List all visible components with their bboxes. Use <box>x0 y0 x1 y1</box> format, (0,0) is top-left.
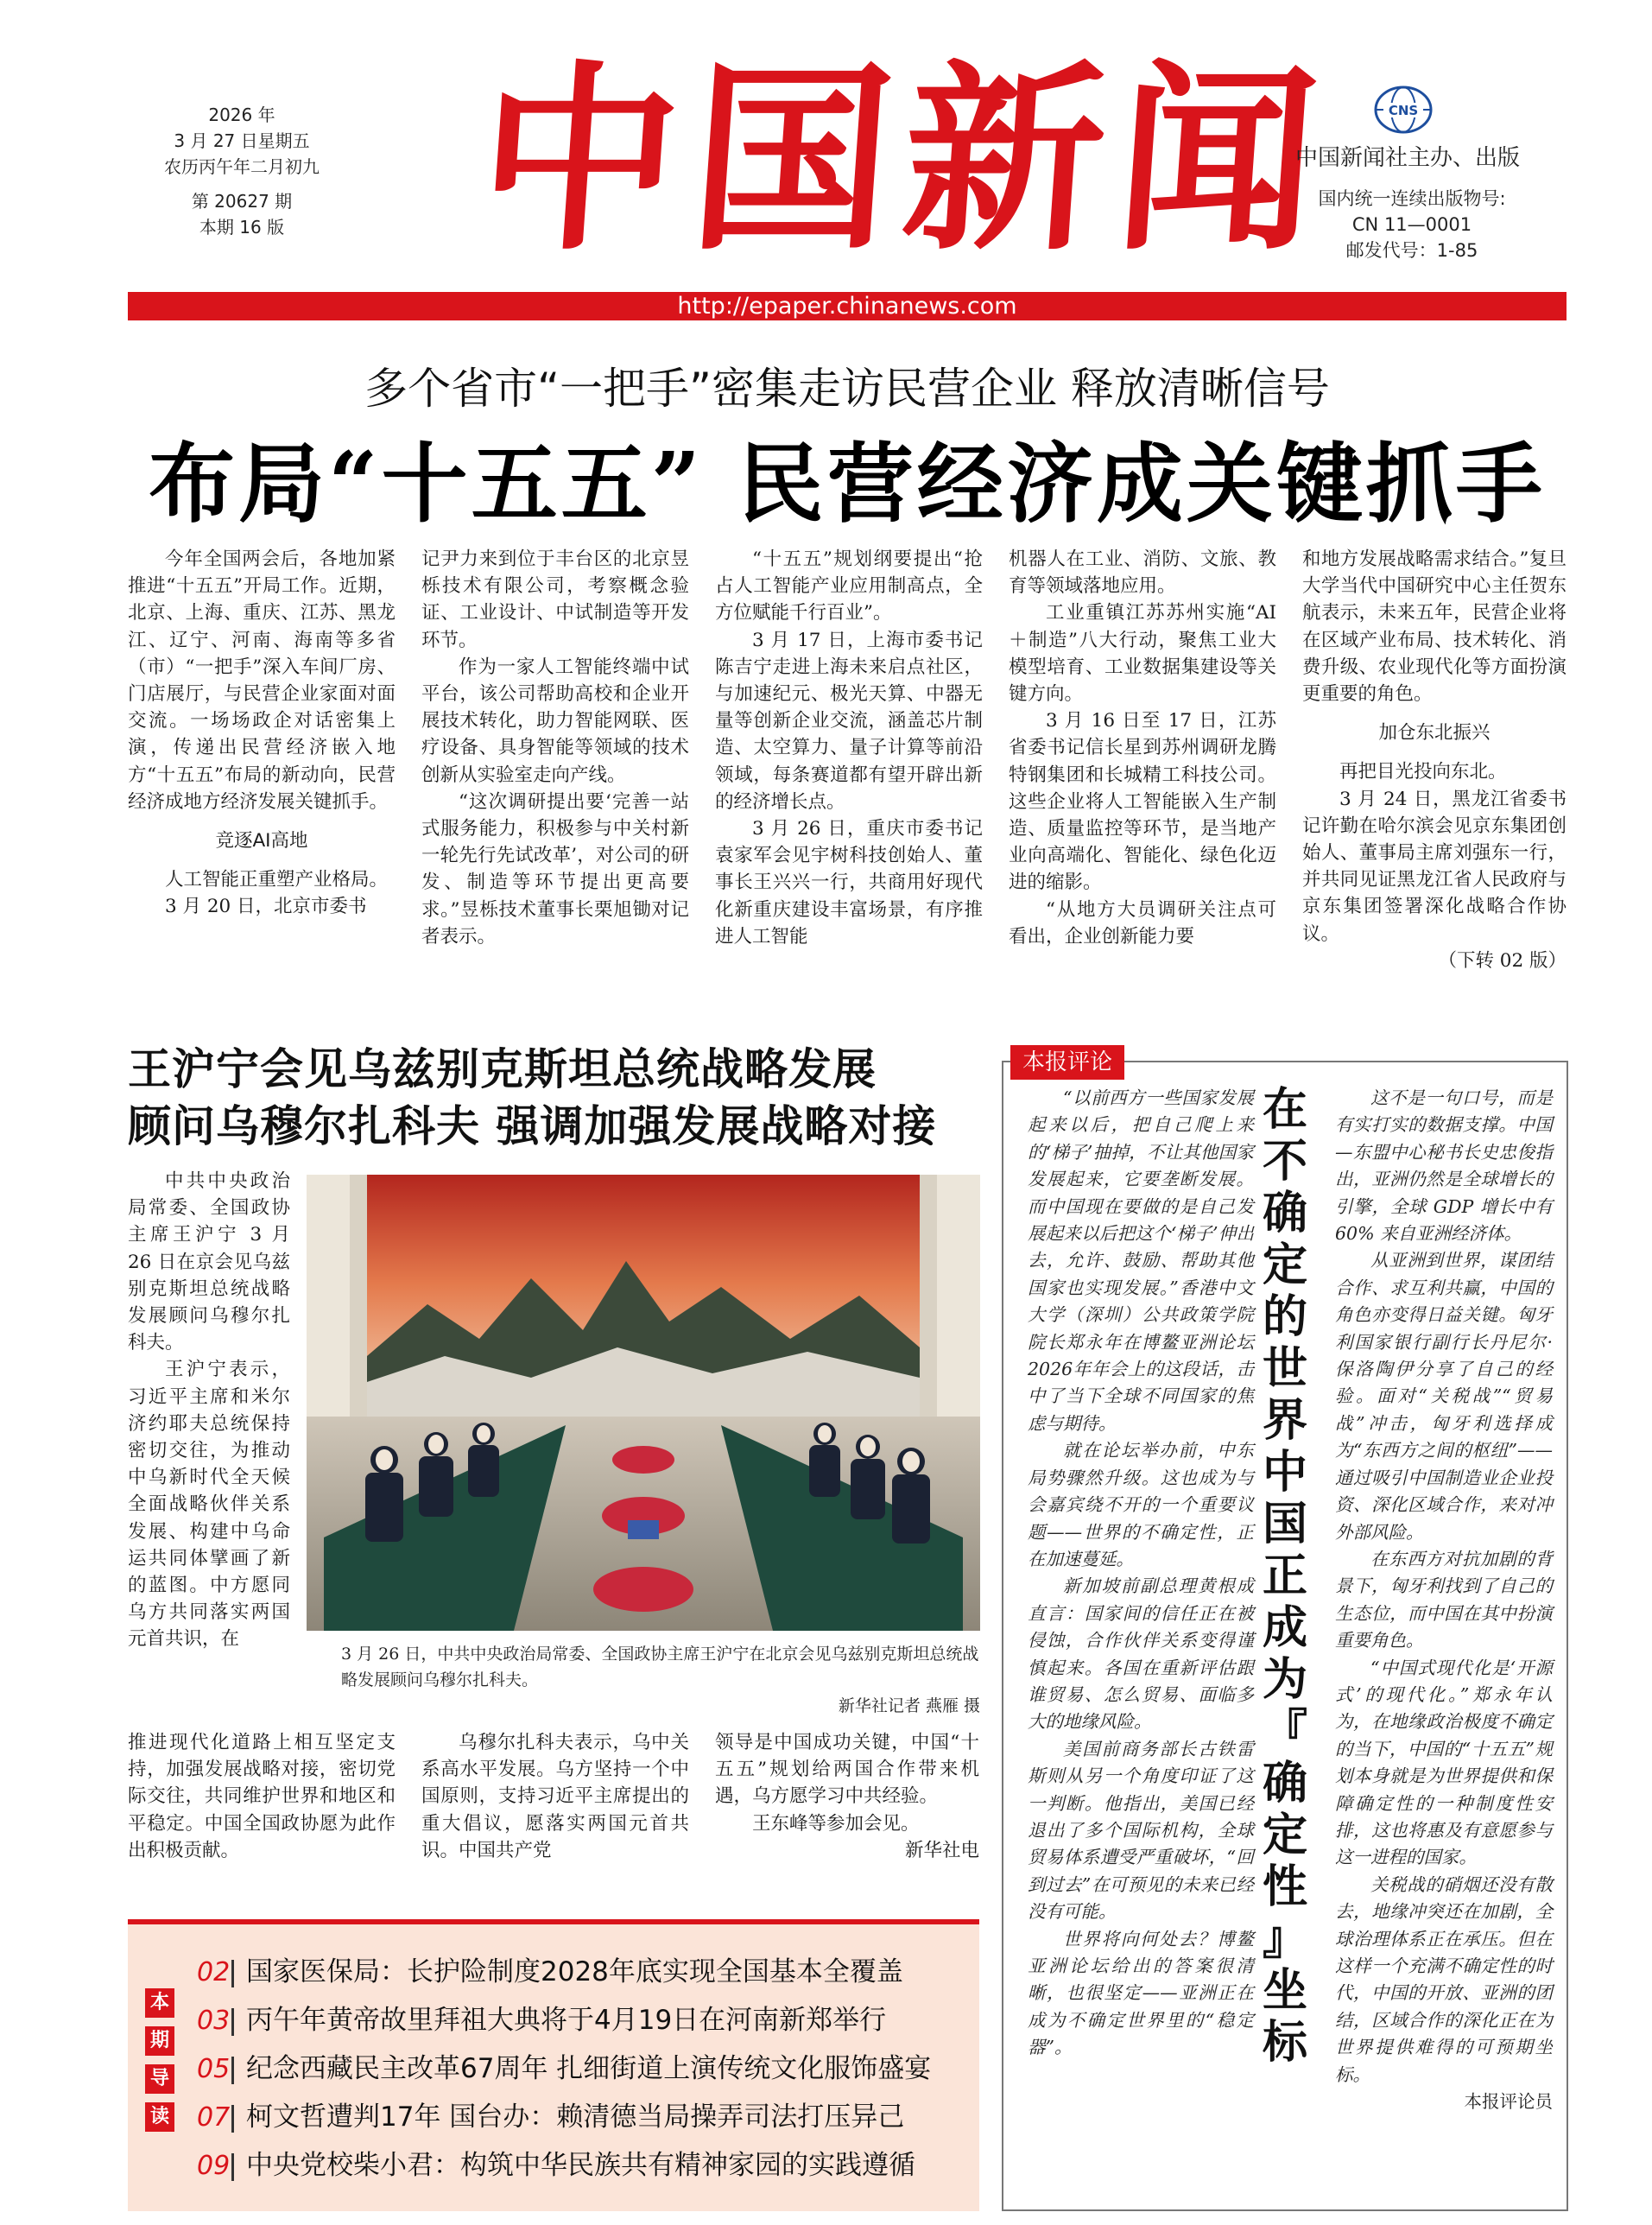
paragraph: 关税战的硝烟还没有散去，地缘冲突还在加剧，全球治理体系正在承压。但在这样一个充满不确定性的时代，中国的开放、亚洲的团结，区域合作的深化正在为世界提供难得的可预期坐标。 <box>1335 1873 1553 2085</box>
guide-item-text: 柯文哲遭判17年 国台办：赖清德当局操弄司法打压异己 <box>246 2101 905 2133</box>
meeting-photo <box>307 1175 980 1631</box>
guide-page-number: 09 <box>197 2151 231 2181</box>
guide-divider <box>231 2008 234 2036</box>
guide-tag-char: 读 <box>145 2102 174 2132</box>
paragraph: 中共中央政治局常委、全国政协主席王沪宁 3 月 26 日在京会见乌兹别克斯坦总统战略发展顾问乌穆尔扎科夫。 <box>128 1170 290 1354</box>
guide-divider <box>231 2105 234 2133</box>
paragraph: 3 月 26 日，重庆市委书记袁家军会见宇树科技创始人、董事长王兴兴一行，共商用好现代化新重庆建设丰富场景，有序推进人工智能 <box>715 818 983 948</box>
commentary-tag: 本报评论 <box>1010 1045 1124 1080</box>
paragraph: 3 月 17 日，上海市委书记陈吉宁走进上海未来启点社区，与加速纪元、极光天算、中器无量等创新企业交流，涵盖芯片制造、太空算力、量子计算等前沿领域，每条赛道都有望开辟出新的经济增长点。 <box>715 629 983 813</box>
paragraph: 和地方发展战略需求结合。”复旦大学当代中国研究中心主任贺东航表示，未来五年，民营企业将在区域产业布局、技术转化、消费升级、农业现代化等方面扮演更重要的角色。 <box>1302 548 1567 706</box>
paragraph: 工业重镇江苏苏州实施“AI＋制造”八大行动，聚焦工业大模型培育、工业数据集建设等关键方向。 <box>1009 602 1276 706</box>
guide-item[interactable] <box>197 2094 974 2140</box>
paragraph: “这次调研提出要‘完善一站式服务能力，积极参与中关村新一轮先行先试改革’，对公司的研发、制造等环节提出更高要求。”昱栎技术董事长栗旭锄对记者表示。 <box>421 790 689 948</box>
commentary-title: 在不确定的世界 中国正成为『确定性』坐标 <box>1263 1083 1308 2069</box>
paragraph: 世界将向何处去？博鳌亚洲论坛给出的答案很清晰，也很坚定——亚洲正在成为不确定世界里的“稳定器”。 <box>1028 1928 1254 2058</box>
paragraph: “以前西方一些国家发展起来以后，把自己爬上来的‘梯子’抽掉，不让其他国家发展起来，它要垄断发展。而中国现在要做的是自己发展起来以后把这个‘梯子’伸出去，允许、鼓励、帮助其他国家也实现发展。”香港中文大学（深圳）公共政策学院院长郑永年在博鳌亚洲论坛2026年年会上的这段话，击中了当下全球不同国家的焦虑与期待。 <box>1028 1087 1254 1434</box>
page-count: 本期 16 版 <box>199 217 285 238</box>
guide-tag-char: 导 <box>145 2064 174 2094</box>
lead-column-2 <box>421 546 689 950</box>
paragraph: “十五五”规划纲要提出“抢占人工智能产业应用制高点，全方位赋能千行百业”。 <box>715 548 983 624</box>
photo-credit: 新华社记者 燕雁 摄 <box>838 1696 980 1715</box>
guide-item-text: 中央党校柴小君：构筑中华民族共有精神家园的实践遵循 <box>246 2150 915 2181</box>
guide-tag <box>145 1988 176 2140</box>
lead-column-3 <box>715 546 983 950</box>
cns-mark: CNS <box>1388 103 1419 118</box>
lead-column-1 <box>128 546 396 921</box>
guide-item-text: 丙午年黄帝故里拜祖大典将于4月19日在河南新郑举行 <box>246 2005 887 2036</box>
lunar-date: 农历丙午年二月初九 <box>164 156 320 177</box>
photo-caption <box>341 1641 980 1719</box>
commentary-column-b <box>1335 1085 1553 2115</box>
guide-item-text: 纪念西藏民主改革67周年 扎细街道上演传统文化服饰盛宴 <box>246 2053 932 2084</box>
paragraph: 记尹力来到位于丰台区的北京昱栎技术有限公司，考察概念验证、工业设计、中试制造等开发环节。 <box>421 548 689 651</box>
date-block <box>164 102 320 240</box>
paragraph: 3 月 24 日，黑龙江省委书记许勤在哈尔滨会见京东集团创始人、董事局主席刘强东一行，并共同见证黑龙江省人民政府与京东集团签署深化战略合作协议。 <box>1302 788 1567 945</box>
caption-text: 3 月 26 日，中共中央政治局常委、全国政协主席王沪宁在北京会见乌兹别克斯坦总统战略发展顾问乌穆尔扎科夫。 <box>341 1645 979 1689</box>
lead-column-5 <box>1302 546 1567 974</box>
serial-number: CN 11—0001 <box>1351 214 1472 235</box>
paragraph: 推进现代化道路上相互坚定支持，加强发展战略对接，密切党际交往，共同维护世界和地区和平稳定。中国全国政协愿为此作出积极贡献。 <box>128 1732 396 1861</box>
guide-divider <box>231 1960 234 1987</box>
paragraph: 这不是一句口号，而是有实打实的数据支撑。中国—东盟中心秘书长史忠俊指出，亚洲仍然是全球增长的引擎，全球 GDP 增长中有 60% 来自亚洲经济体。 <box>1335 1087 1553 1245</box>
paragraph: 就在论坛举办前，中东局势骤然升级。这也成为与会嘉宾绕不开的一个重要议题——世界的不确定性，正在加速蔓延。 <box>1028 1440 1254 1569</box>
guide-tag-char: 期 <box>145 2026 174 2056</box>
story2-column-bottom-3 <box>715 1729 979 1864</box>
story2-headline-line2: 顾问乌穆尔扎科夫 强调加强发展战略对接 <box>128 1100 937 1151</box>
paragraph: 3 月 16 日至 17 日，江苏省委书记信长星到苏州调研龙腾特钢集团和长城精工科技公司。这些企业将人工智能嵌入生产制造、质量监控等环节，是当地产业向高端化、智能化、绿色化迈进的缩影。 <box>1009 710 1276 894</box>
postal-code: 邮发代号：1-85 <box>1345 240 1478 261</box>
publication-info <box>1282 186 1541 263</box>
paragraph: 美国前商务部长古铁雷斯则从另一个角度印证了这一判断。他指出，美国已经退出了多个国际机构，全球贸易体系遭受严重破坏，“回到过去”在可预见的未来已经没有可能。 <box>1028 1738 1254 1923</box>
guide-page-number: 05 <box>197 2054 231 2084</box>
paragraph: 从亚洲到世界，谋团结合作、求互利共赢，中国的角色亦变得日益关键。匈牙利国家银行副行长丹尼尔·保洛陶伊分享了自己的经验。面对“关税战”“贸易战”冲击，匈牙利选择成为“东西方之间的枢纽”——通过吸引中国制造业企业投资、深化区域合作，来对冲外部风险。 <box>1335 1250 1553 1543</box>
paragraph: 在东西方对抗加剧的背景下，匈牙利找到了自己的生态位，而中国在其中扮演重要角色。 <box>1335 1548 1553 1651</box>
issue-number: 第 20627 期 <box>191 191 293 212</box>
year: 2026 年 <box>208 105 275 125</box>
guide-divider <box>231 2057 234 2084</box>
paragraph: 新加坡前副总理黄根成直言：国家间的信任正在被侵蚀，合作伙伴关系变得谨慎起来。各国在重新评估跟谁贸易、怎么贸易、面临多大的地缘风险。 <box>1028 1575 1254 1733</box>
paragraph: 王东峰等参加会见。 <box>752 1812 920 1835</box>
lead-headline: 布局“十五五” 民营经济成关键抓手 <box>149 433 1546 535</box>
guide-page-number: 03 <box>197 2006 231 2036</box>
story2-headline-line1: 王沪宁会见乌兹别克斯坦总统战略发展 <box>128 1043 877 1094</box>
story2-column-bottom-1 <box>128 1729 396 1864</box>
paragraph: 领导是中国成功关键，中国“十五五”规划给两国合作带来机遇，乌方愿学习中共经验。 <box>715 1732 979 1808</box>
epaper-url-link[interactable]: http://epaper.chinanews.com <box>677 293 1017 320</box>
paragraph: “中国式现代化是‘开源式’的现代化。”郑永年认为，在地缘政治极度不确定的当下，中国的“十五五”规划本身就是为世界提供和保障确定性的一种制度性安排，这也将惠及有意愿参与这一进程的国家。 <box>1335 1657 1553 1868</box>
lead-column-4 <box>1009 546 1276 950</box>
cns-globe-icon <box>1373 85 1434 135</box>
paragraph: 作为一家人工智能终端中试平台，该公司帮助高校和企业开展技术转化，助力智能网联、医疗设备、具身智能等领域的技术创新从实验室走向产线。 <box>421 656 689 786</box>
guide-page-number: 02 <box>197 1957 231 1987</box>
paragraph: 机器人在工业、消防、文旅、教育等领域落地应用。 <box>1009 548 1276 598</box>
guide-item[interactable] <box>197 2142 974 2189</box>
guide-item[interactable] <box>197 1949 974 1995</box>
paragraph: 乌穆尔扎科夫表示，乌中关系高水平发展。乌方坚持一个中国原则，支持习近平主席提出的重大倡议，愿落实两国元首共识。中国共产党 <box>421 1732 689 1861</box>
story2-column-bottom-2 <box>421 1729 689 1864</box>
jump-line: （下转 02 版） <box>1438 949 1567 972</box>
guide-top-rule <box>128 1919 979 1924</box>
paragraph: 王沪宁表示，习近平主席和米尔济约耶夫总统保持密切交往，为推动中乌新时代全天候全面战略伙伴关系发展、构建中乌命运共同体擘画了新的蓝图。中方愿同乌方共同落实两国元首共识，在 <box>128 1359 290 1651</box>
paragraph: 今年全国两会后，各地加紧推进“十五五”开局工作。近期，北京、上海、重庆、江苏、黑龙江、辽宁、河南、海南等多省（市）“一把手”深入车间厂房、门店展厅，与民营企业家面对面交流。一场场政企对话密集上演，传递出民营经济嵌入地方“十五五”布局的新动向，民营经济成地方经济发展关键抓手。 <box>128 548 396 813</box>
newspaper-logo: 中国新闻 <box>471 41 1338 277</box>
story2-column-left <box>128 1168 290 1653</box>
paragraph: 再把目光投向东北。 <box>1339 761 1507 783</box>
paragraph: 人工智能正重塑产业格局。 <box>165 869 389 891</box>
serial-label: 国内统一连续出版物号: <box>1318 188 1506 209</box>
subheading: 加仓东北振兴 <box>1378 722 1491 745</box>
guide-item[interactable] <box>197 2045 974 2092</box>
guide-page-number: 07 <box>197 2102 231 2133</box>
paragraph: 3 月 20 日，北京市委书 <box>165 896 367 918</box>
lead-kicker: 多个省市“一把手”密集走访民营企业 释放清晰信号 <box>364 364 1330 414</box>
publisher: 中国新闻社主办、出版 <box>1294 145 1520 171</box>
paragraph: “从地方大员调研关注点可看出，企业创新能力要 <box>1009 898 1276 948</box>
subheading: 竞逐AI高地 <box>215 830 308 853</box>
date: 3 月 27 日星期五 <box>174 130 310 151</box>
guide-item-text: 国家医保局：长护险制度2028年底实现全国基本全覆盖 <box>246 1956 903 1987</box>
guide-item[interactable] <box>197 1997 974 2044</box>
commentary-column-a <box>1028 1085 1254 2062</box>
guide-divider <box>231 2153 234 2181</box>
guide-tag-char: 本 <box>145 1988 174 2018</box>
source-line: 新华社电 <box>904 1839 979 1861</box>
commentary-byline: 本报评论员 <box>1464 2091 1553 2113</box>
